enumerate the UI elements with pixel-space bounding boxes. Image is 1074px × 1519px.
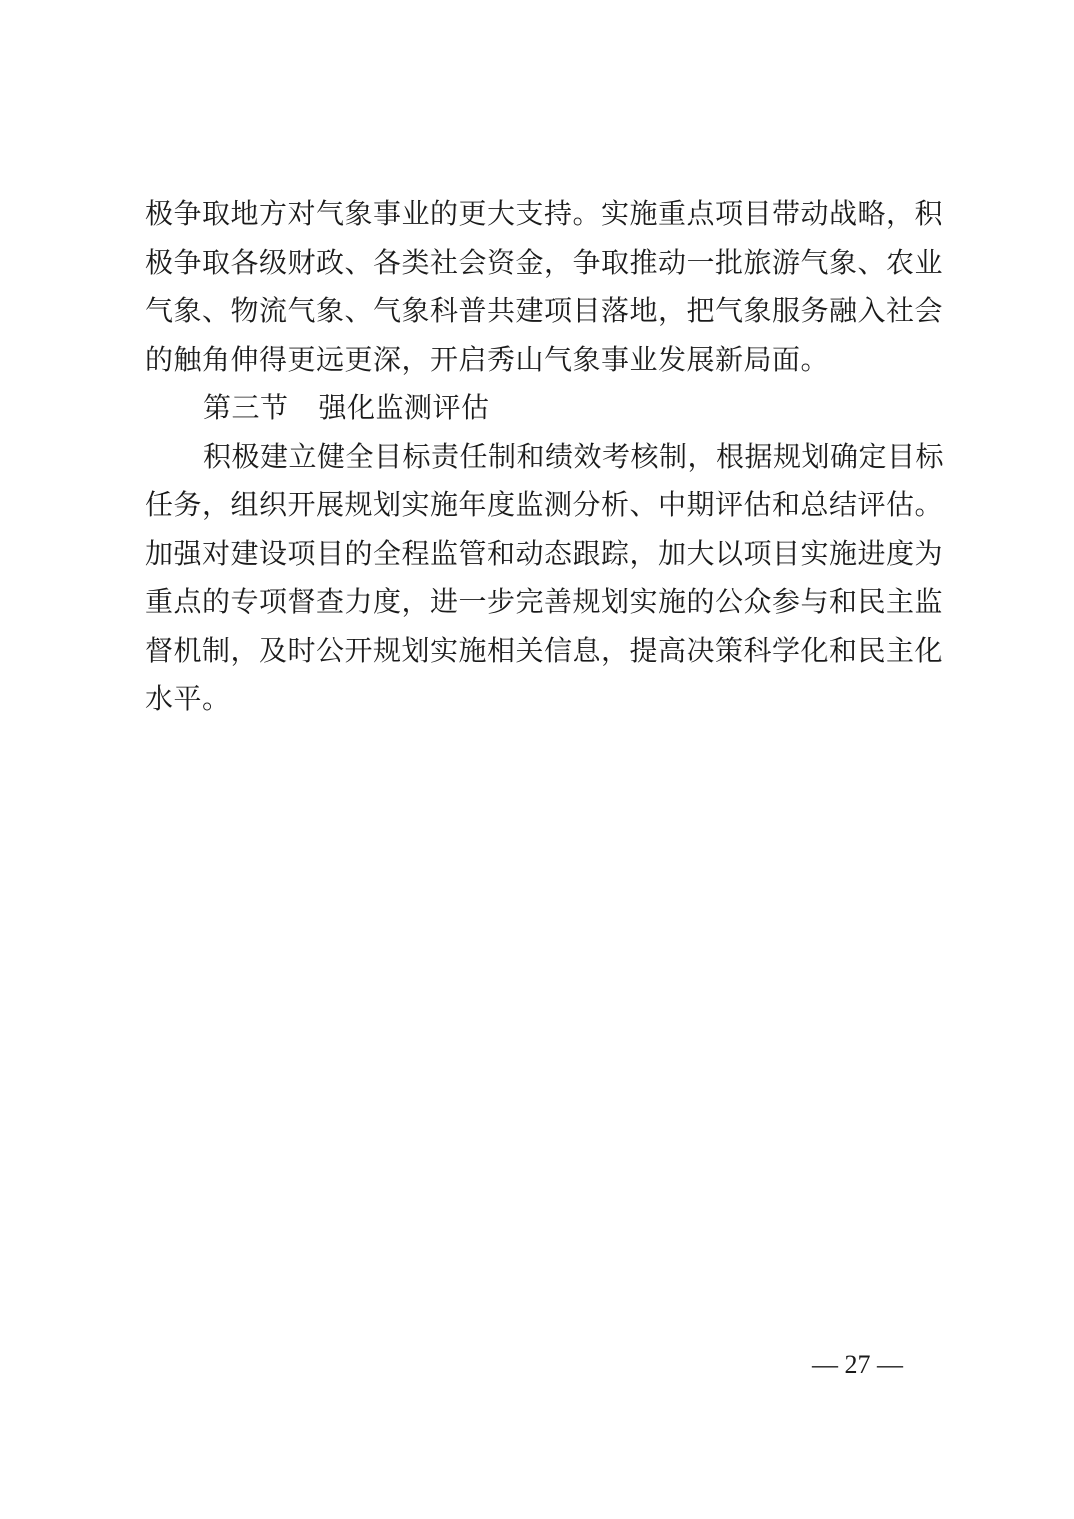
page-content	[145, 190, 945, 724]
section-number: 第三节	[203, 391, 289, 424]
page-number: — 27 —	[812, 1350, 903, 1379]
text-line: 极争取各级财政、各类社会资金，争取推动一批旅游气象、农业	[145, 245, 944, 279]
text-line: 任务，组织开展规划实施年度监测分析、中期评估和总结评估。	[145, 488, 944, 521]
section-title: 强化监测评估	[318, 391, 490, 424]
text-line: 加强对建设项目的全程监管和动态跟踪，加大以项目实施进度为	[145, 536, 944, 570]
text-line: 的触角伸得更远更深，开启秀山气象事业发展新局面。	[145, 342, 830, 376]
text-line: 气象、物流气象、气象科普共建项目落地，把气象服务融入社会	[145, 294, 944, 327]
text-line: 积极建立健全目标责任制和绩效考核制，根据规划确定目标	[203, 439, 945, 473]
text-line: 重点的专项督查力度，进一步完善规划实施的公众参与和民主监	[145, 585, 944, 618]
text-line: 水平。	[145, 682, 231, 715]
section-heading	[145, 384, 942, 433]
paragraph-funding-support	[145, 190, 942, 384]
text-line: 极争取地方对气象事业的更大支持。实施重点项目带动战略，积	[145, 197, 944, 230]
text-line: 督机制，及时公开规划实施相关信息，提高决策科学化和民主化	[145, 633, 944, 667]
paragraph-monitoring-evaluation	[145, 433, 945, 724]
